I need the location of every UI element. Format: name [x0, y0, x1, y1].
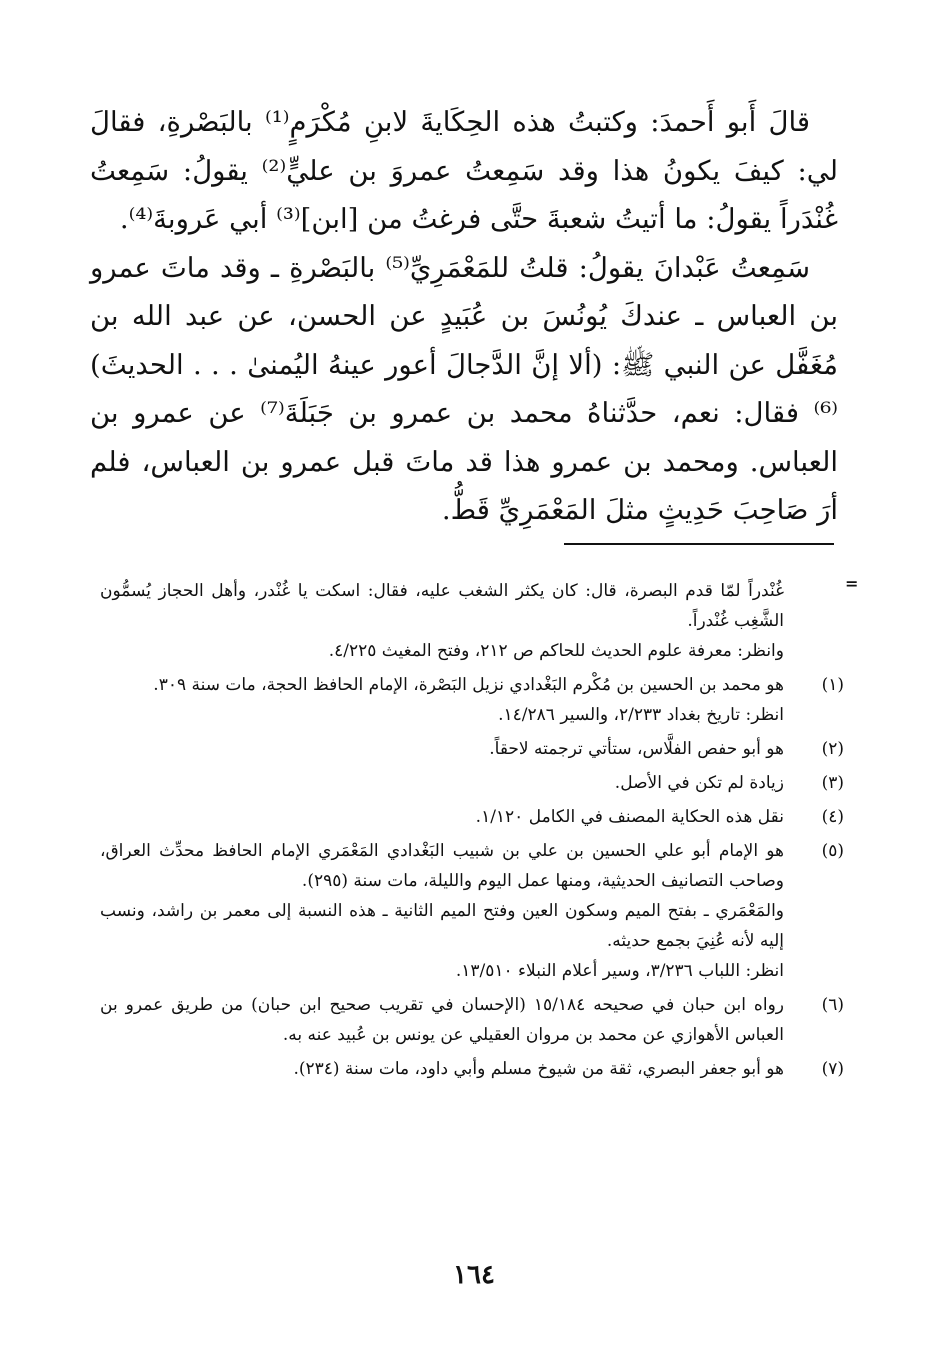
footnote-line: انظر: اللباب ٣/٢٣٦، وسير أعلام النبلاء ١٣/٥١٠. — [455, 961, 784, 981]
footnote-continuation-mark: = — [845, 574, 859, 593]
footnote-line: هو أبو جعفر البصري، ثقة من شيوخ مسلم وأبي داود، مات سنة (٢٣٤). — [293, 1059, 784, 1079]
footnote-number: (١) — [821, 675, 844, 695]
main-text — [90, 98, 838, 535]
footnote — [100, 990, 844, 1050]
footnotes — [100, 576, 844, 1084]
footnote-line: انظر: تاريخ بغداد ٢/٢٣٣، والسير ١٤/٢٨٦. — [498, 705, 784, 725]
footnote — [100, 734, 844, 764]
footnote-continuation — [100, 576, 844, 666]
footnote-separator — [564, 543, 834, 545]
main-paragraph: سَمِعتُ عَبْدانَ يقولُ: قلتُ للمَعْمَرِيِّ⁽⁵⁾ بالبَصْرةِ ـ وقد ماتَ عمرو بن العباس ـ عندكَ يُونُسَ بن عُبَيدٍ عن الحسن، عن عبد الله بن مُغَفَّل عن النبي ﷺ: (ألا إنَّ الدَّجالَ أعور عينهُ اليُمنىٰ . . . الحديثَ)⁽⁶⁾ فقال: نعم، حدَّثناهُ محمد بن عمرو بن جَبَلَةَ⁽⁷⁾ عن عمرو بن العباس. ومحمد بن عمرو هذا قد ماتَ قبل عمرو بن العباس، فلم أرَ صَاحِبَ حَدِيثٍ مثلَ المَعْمَرِيِّ قَطُّ. — [90, 251, 839, 526]
footnote — [100, 836, 844, 986]
footnote-line: وانظر: معرفة علوم الحديث للحاكم ص ٢١٢، وفتح المغيث ٤/٢٢٥. — [328, 641, 784, 661]
footnote-number: (٦) — [821, 995, 844, 1015]
footnote-number: (٣) — [821, 773, 844, 793]
footnote-number: (٢) — [821, 739, 844, 759]
footnote-number: (٥) — [821, 841, 844, 861]
footnote-line: رواه ابن حبان في صحيحه ١٥/١٨٤ (الإحسان في تقريب صحيح ابن حبان) من طريق عمرو بن العباس الأهوازي عن محمد بن مروان العقيلي عن يونس بن عُبيد عنه به. — [100, 995, 784, 1045]
footnote — [100, 768, 844, 798]
footnote-line: نقل هذه الحكاية المصنف في الكامل ١/١٢٠. — [475, 807, 784, 827]
footnote-line: هو أبو حفص الفلَّاس، ستأتي ترجمته لاحقاً. — [489, 739, 784, 759]
footnote — [100, 670, 844, 730]
footnote-line: زيادة لم تكن في الأصل. — [614, 773, 784, 793]
footnote — [100, 802, 844, 832]
footnote-number: (٧) — [821, 1059, 844, 1079]
main-paragraph: قالَ أَبو أَحمدَ: وكتبتُ هذه الحِكَايةَ لابنِ مُكْرَمٍ⁽¹⁾ بالبَصْرةِ، فقالَ لي: كيفَ يكونُ هذا وقد سَمِعتُ عمروَ بن عليٍّ⁽²⁾ يقولُ: سَمِعتُ غُنْدَراً يقولُ: ما أتيتُ شعبةَ حتَّى فرغتُ من [ابن]⁽³⁾ أبي عَروبةَ⁽⁴⁾. — [90, 106, 839, 235]
footnote-number: (٤) — [821, 807, 844, 827]
footnote-line: هو الإمام أبو علي الحسين بن علي بن شبيب البَغْدادي المَعْمَري الإمام الحافظ محدِّث العراق، وصاحب التصانيف الحديثية، ومنها عمل اليوم والليلة، مات سنة (٢٩٥). — [100, 841, 784, 891]
footnote-line: هو محمد بن الحسين بن مُكْرم البَغْدادي نزيل البَصْرة، الإمام الحافظ الحجة، مات سنة ٣٠٩. — [153, 675, 784, 695]
footnote-line: والمَعْمَري ـ بفتح الميم وسكون العين وفتح الميم الثانية ـ هذه النسبة إلى معمر بن راشد، ونسب إليه لأنه عُنِيَ بجمع حديثه. — [100, 901, 784, 951]
page-number: ١٦٤ — [453, 1260, 495, 1290]
footnote-line: غُنْدراً لمّا قدم البصرة، قال: كان يكثر الشغب عليه، فقال: اسكت يا غُنْدر، وأهل الحجاز يُسمُّون الشَّغِب غُنْدراً. — [100, 581, 784, 631]
footnote — [100, 1054, 844, 1084]
